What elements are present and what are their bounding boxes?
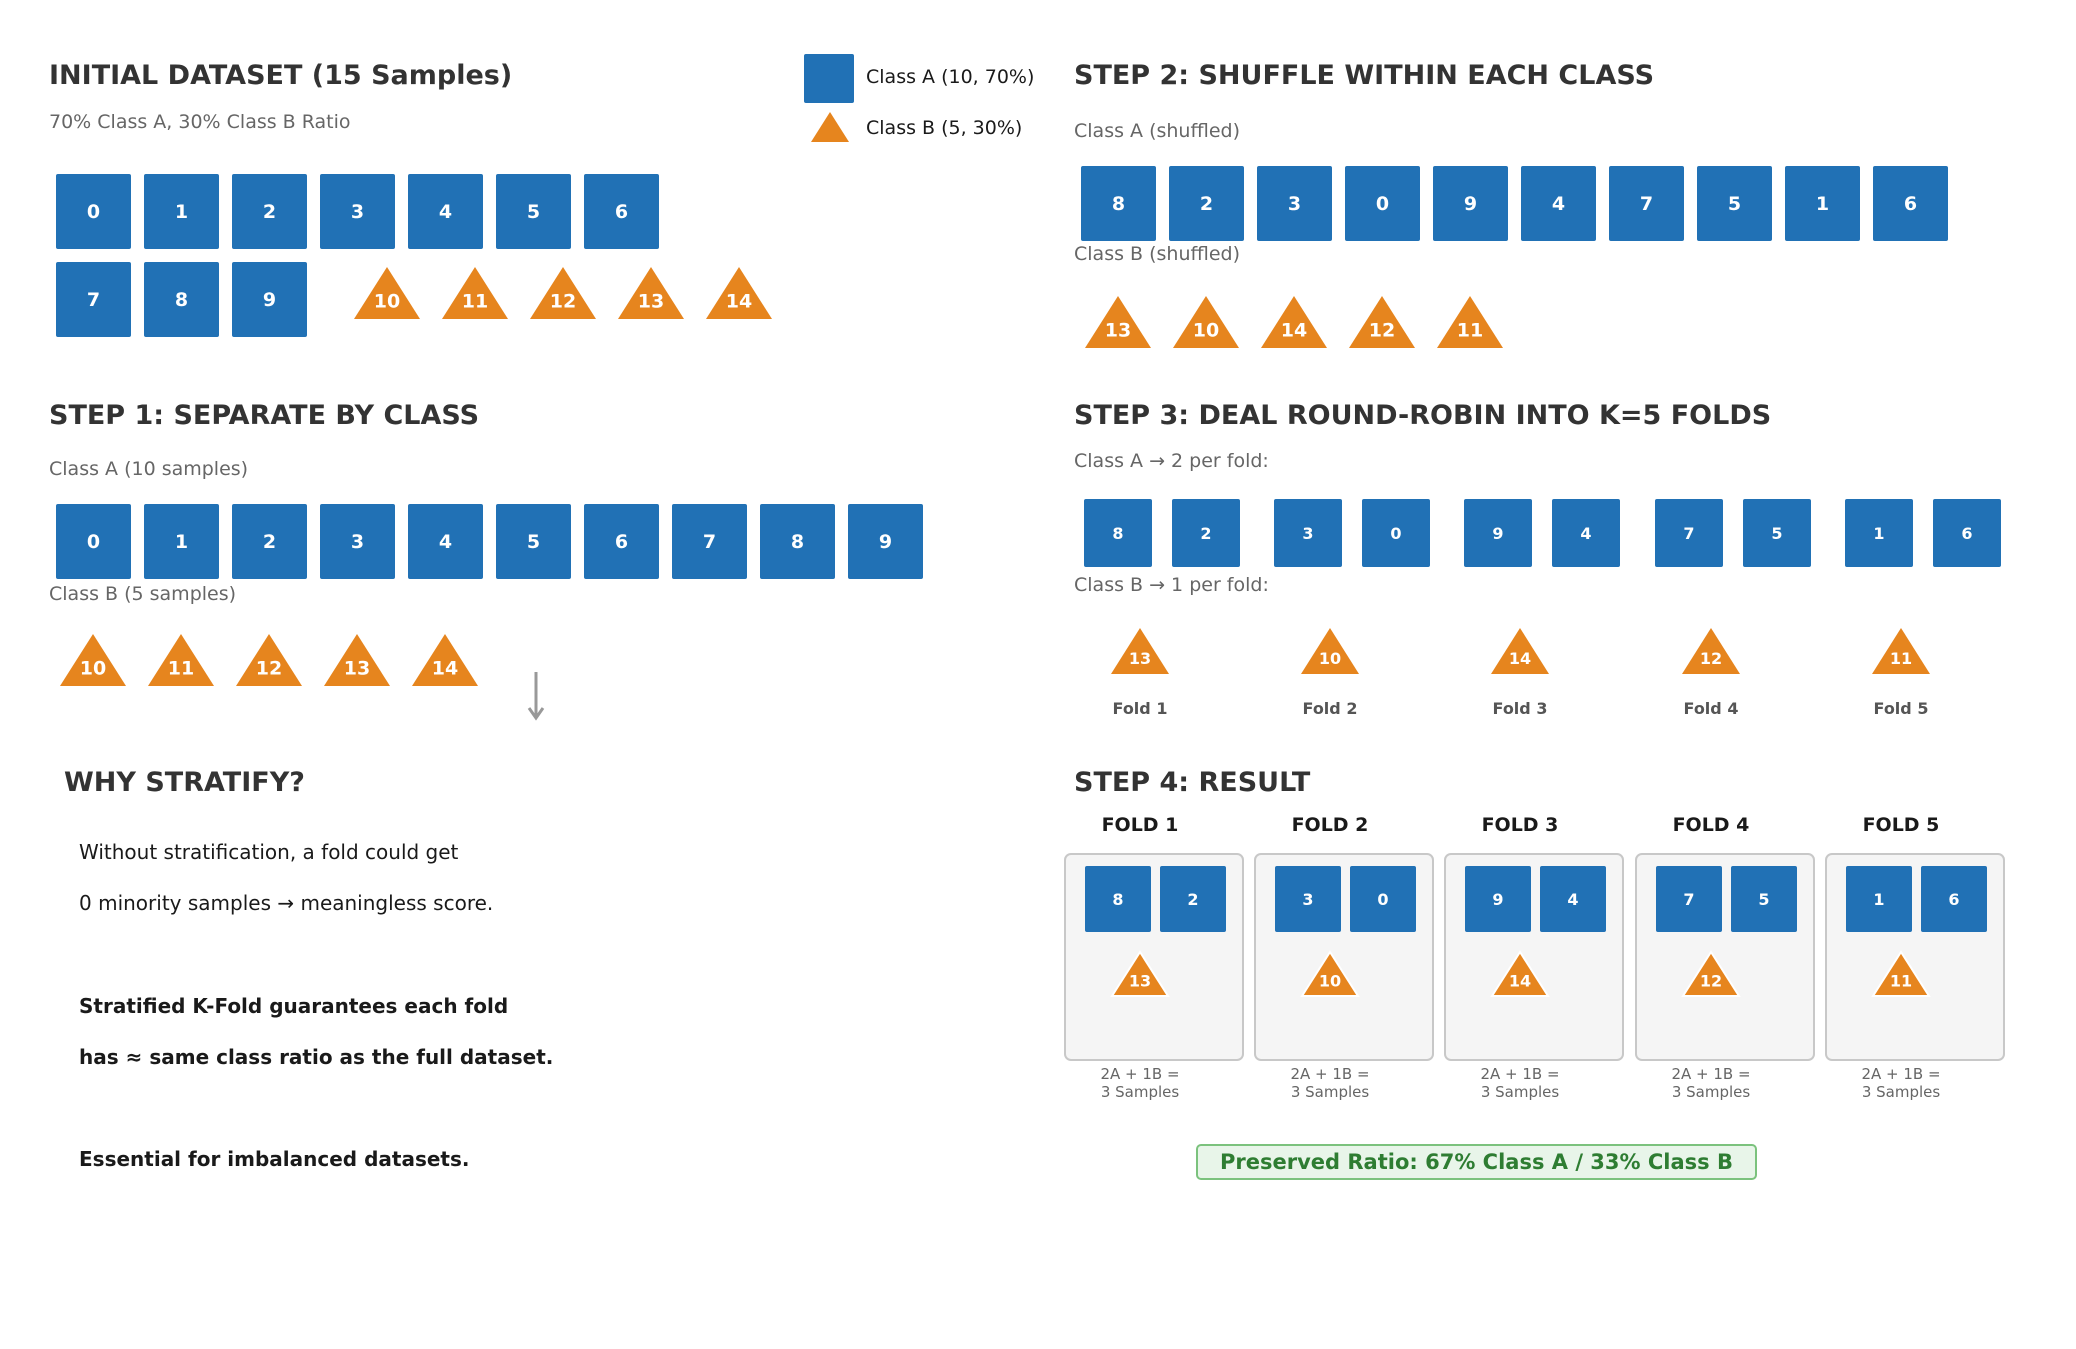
step4-fold-class-a-sample: 0 xyxy=(1350,866,1416,932)
initial-class-b-sample xyxy=(527,264,599,322)
step1-class-a-sample: 8 xyxy=(760,504,835,579)
step3-fold-label: Fold 3 xyxy=(1492,699,1548,718)
step1-class-a-sample: 1 xyxy=(144,504,219,579)
svg-text:10: 10 xyxy=(373,290,401,313)
step4-fold-class-b-sample xyxy=(1870,949,1932,999)
step2-class-b-sample xyxy=(1434,293,1506,351)
step4-fold-class-a-sample: 8 xyxy=(1085,866,1151,932)
step2-class-a-sample: 5 xyxy=(1697,166,1772,241)
step4-fold-caption-line1: 2A + 1B = xyxy=(1100,1065,1180,1083)
step1-class-b-sample xyxy=(409,631,481,689)
svg-text:10: 10 xyxy=(79,657,107,680)
step1-class-a-sample: 0 xyxy=(56,504,131,579)
initial-class-b-sample xyxy=(703,264,775,322)
svg-text:14: 14 xyxy=(1280,319,1308,342)
why-line-2: 0 minority samples → meaningless score. xyxy=(79,891,494,915)
step1-class-b-sample xyxy=(145,631,217,689)
step1-class-a-sample: 5 xyxy=(496,504,571,579)
initial-class-a-sample: 7 xyxy=(56,262,131,337)
step4-fold-caption-line2: 3 Samples xyxy=(1480,1083,1560,1101)
step4-fold-class-b-sample xyxy=(1109,949,1171,999)
initial-class-a-sample: 2 xyxy=(232,174,307,249)
step4-fold-title: FOLD 3 xyxy=(1481,814,1559,836)
svg-text:11: 11 xyxy=(1889,648,1913,668)
step4-fold-caption-line1: 2A + 1B = xyxy=(1861,1065,1941,1083)
svg-text:13: 13 xyxy=(343,657,371,680)
step4-fold-class-a-sample: 4 xyxy=(1540,866,1606,932)
svg-text:10: 10 xyxy=(1192,319,1220,342)
step4-fold-caption-line2: 3 Samples xyxy=(1100,1083,1180,1101)
step1-class-a-sample: 4 xyxy=(408,504,483,579)
initial-class-a-sample: 1 xyxy=(144,174,219,249)
step1-class-a-label: Class A (10 samples) xyxy=(49,458,249,480)
step1-title: STEP 1: SEPARATE BY CLASS xyxy=(49,400,480,431)
step3-fold-label: Fold 2 xyxy=(1302,699,1358,718)
initial-class-a-sample: 6 xyxy=(584,174,659,249)
step3-fold-class-a-sample: 4 xyxy=(1552,499,1620,567)
step3-fold-class-b-sample xyxy=(1298,625,1362,677)
step3-fold-class-a-sample: 3 xyxy=(1274,499,1342,567)
step3-fold-label: Fold 1 xyxy=(1112,699,1168,718)
step4-fold-caption-line1: 2A + 1B = xyxy=(1480,1065,1560,1083)
step3-fold-class-b-sample xyxy=(1108,625,1172,677)
svg-text:13: 13 xyxy=(1128,971,1152,991)
class-a-legend-square-icon xyxy=(804,54,854,103)
step4-fold-title: FOLD 5 xyxy=(1862,814,1940,836)
initial-class-b-sample xyxy=(351,264,423,322)
initial-class-a-sample: 9 xyxy=(232,262,307,337)
class-b-legend-triangle-icon xyxy=(810,111,850,143)
svg-text:12: 12 xyxy=(1699,648,1723,668)
svg-text:14: 14 xyxy=(725,290,753,313)
svg-text:10: 10 xyxy=(1318,648,1342,668)
step2-title: STEP 2: SHUFFLE WITHIN EACH CLASS xyxy=(1074,60,1655,91)
step3-fold-class-b-sample xyxy=(1869,625,1933,677)
step3-fold-class-a-sample: 5 xyxy=(1743,499,1811,567)
step3-fold-class-a-sample: 6 xyxy=(1933,499,2001,567)
initial-class-a-sample: 3 xyxy=(320,174,395,249)
step2-class-b-sample xyxy=(1082,293,1154,351)
step4-fold-class-b-sample xyxy=(1680,949,1742,999)
svg-text:11: 11 xyxy=(461,290,489,313)
svg-text:11: 11 xyxy=(167,657,195,680)
initial-class-b-sample xyxy=(439,264,511,322)
step1-class-a-sample: 2 xyxy=(232,504,307,579)
legend-class-a: Class A (10, 70%) xyxy=(866,66,1035,88)
svg-text:14: 14 xyxy=(1508,971,1532,991)
step4-fold-caption-line1: 2A + 1B = xyxy=(1671,1065,1751,1083)
step2-class-a-sample: 6 xyxy=(1873,166,1948,241)
svg-text:12: 12 xyxy=(1699,971,1723,991)
step4-fold-title: FOLD 1 xyxy=(1101,814,1179,836)
step4-fold-class-a-sample: 7 xyxy=(1656,866,1722,932)
svg-text:12: 12 xyxy=(255,657,283,680)
step3-fold-class-a-sample: 2 xyxy=(1172,499,1240,567)
step3-fold-class-a-sample: 0 xyxy=(1362,499,1430,567)
initial-class-a-sample: 8 xyxy=(144,262,219,337)
step3-class-b-label: Class B → 1 per fold: xyxy=(1074,574,1269,596)
step1-class-a-sample: 3 xyxy=(320,504,395,579)
step1-class-b-label: Class B (5 samples) xyxy=(49,583,237,605)
why-line-4: has ≈ same class ratio as the full dataset. xyxy=(79,1045,554,1069)
step4-fold-class-a-sample: 1 xyxy=(1846,866,1912,932)
svg-text:11: 11 xyxy=(1456,319,1484,342)
step4-fold-caption-line2: 3 Samples xyxy=(1290,1083,1370,1101)
why-line-3: Stratified K-Fold guarantees each fold xyxy=(79,994,509,1018)
svg-text:13: 13 xyxy=(1104,319,1132,342)
step3-fold-label: Fold 4 xyxy=(1683,699,1739,718)
step4-fold-class-a-sample: 2 xyxy=(1160,866,1226,932)
step1-class-a-sample: 9 xyxy=(848,504,923,579)
step3-fold-class-a-sample: 7 xyxy=(1655,499,1723,567)
svg-text:14: 14 xyxy=(431,657,459,680)
step2-class-a-label: Class A (shuffled) xyxy=(1074,120,1240,142)
svg-text:14: 14 xyxy=(1508,648,1532,668)
initial-title: INITIAL DATASET (15 Samples) xyxy=(49,60,513,91)
step4-fold-caption-line1: 2A + 1B = xyxy=(1290,1065,1370,1083)
step3-fold-class-a-sample: 9 xyxy=(1464,499,1532,567)
step3-fold-class-b-sample xyxy=(1679,625,1743,677)
step2-class-a-sample: 4 xyxy=(1521,166,1596,241)
step3-fold-class-a-sample: 1 xyxy=(1845,499,1913,567)
step2-class-b-sample xyxy=(1258,293,1330,351)
step4-fold-class-a-sample: 9 xyxy=(1465,866,1531,932)
why-line-1: Without stratification, a fold could get xyxy=(79,840,459,864)
step2-class-b-label: Class B (shuffled) xyxy=(1074,243,1241,265)
svg-text:10: 10 xyxy=(1318,971,1342,991)
step2-class-b-sample xyxy=(1346,293,1418,351)
why-title: WHY STRATIFY? xyxy=(64,767,305,798)
step2-class-a-sample: 7 xyxy=(1609,166,1684,241)
legend-class-b: Class B (5, 30%) xyxy=(866,117,1023,139)
svg-text:13: 13 xyxy=(1128,648,1152,668)
arrow-down-icon xyxy=(524,670,548,726)
initial-class-a-sample: 5 xyxy=(496,174,571,249)
step4-title: STEP 4: RESULT xyxy=(1074,767,1311,798)
step3-title: STEP 3: DEAL ROUND-ROBIN INTO K=5 FOLDS xyxy=(1074,400,1772,431)
step3-class-a-label: Class A → 2 per fold: xyxy=(1074,450,1269,472)
step4-fold-title: FOLD 2 xyxy=(1291,814,1369,836)
step3-fold-class-b-sample xyxy=(1488,625,1552,677)
step4-fold-class-b-sample xyxy=(1489,949,1551,999)
step3-fold-label: Fold 5 xyxy=(1873,699,1929,718)
svg-text:12: 12 xyxy=(1368,319,1396,342)
step4-fold-class-a-sample: 6 xyxy=(1921,866,1987,932)
step4-fold-caption-line2: 3 Samples xyxy=(1861,1083,1941,1101)
step4-fold-caption-line2: 3 Samples xyxy=(1671,1083,1751,1101)
initial-class-a-sample: 4 xyxy=(408,174,483,249)
step4-fold-class-a-sample: 3 xyxy=(1275,866,1341,932)
step4-fold-title: FOLD 4 xyxy=(1672,814,1750,836)
step1-class-b-sample xyxy=(321,631,393,689)
step2-class-a-sample: 2 xyxy=(1169,166,1244,241)
step2-class-a-sample: 8 xyxy=(1081,166,1156,241)
step2-class-a-sample: 9 xyxy=(1433,166,1508,241)
svg-text:12: 12 xyxy=(549,290,577,313)
svg-text:13: 13 xyxy=(637,290,665,313)
step1-class-a-sample: 6 xyxy=(584,504,659,579)
step1-class-b-sample xyxy=(233,631,305,689)
step4-fold-class-a-sample: 5 xyxy=(1731,866,1797,932)
initial-subtitle: 70% Class A, 30% Class B Ratio xyxy=(49,111,351,133)
initial-class-a-sample: 0 xyxy=(56,174,131,249)
why-line-5: Essential for imbalanced datasets. xyxy=(79,1147,470,1171)
initial-class-b-sample xyxy=(615,264,687,322)
step4-fold-class-b-sample xyxy=(1299,949,1361,999)
svg-text:11: 11 xyxy=(1889,971,1913,991)
step2-class-a-sample: 1 xyxy=(1785,166,1860,241)
step2-class-a-sample: 0 xyxy=(1345,166,1420,241)
preserved-ratio-badge: Preserved Ratio: 67% Class A / 33% Class B xyxy=(1196,1144,1757,1180)
step2-class-b-sample xyxy=(1170,293,1242,351)
step3-fold-class-a-sample: 8 xyxy=(1084,499,1152,567)
step1-class-b-sample xyxy=(57,631,129,689)
step1-class-a-sample: 7 xyxy=(672,504,747,579)
step2-class-a-sample: 3 xyxy=(1257,166,1332,241)
